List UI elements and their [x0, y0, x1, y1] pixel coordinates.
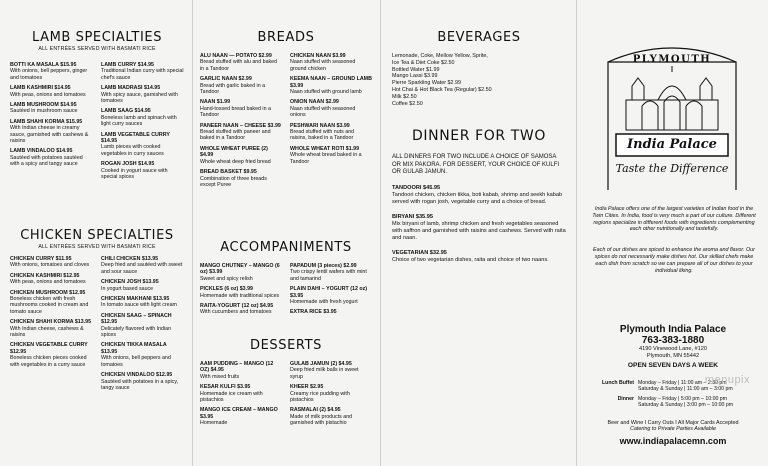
menu-item-name: CHICKEN VEGETABLE CURRY $12.95	[10, 342, 88, 355]
menu-item-name: ALU NAAN — POTATO $2.99	[200, 53, 272, 59]
address-line-1: 4190 Vinewood Lane, #120	[638, 346, 707, 352]
dinner-item-description: Choice of two vegetarian dishes, raita and choice of two naans.	[392, 256, 549, 263]
menu-item-description: With cucumbers and tomatoes	[200, 309, 272, 316]
menu-item-name: CHICKEN SHAHI KORMA $13.95	[10, 319, 92, 326]
menu-item-name: CHICKEN TIKKA MASALA $13.95	[101, 342, 167, 355]
menu-item-description: Made of milk products and garnished with pistachio	[290, 413, 353, 427]
phone-number[interactable]: 763-383-1880	[641, 335, 705, 346]
menu-item	[200, 169, 282, 188]
logo-arch-text: PLYMOUTH	[632, 54, 712, 65]
menu-item-description: Combination of three breads except Puree	[200, 175, 267, 188]
menu-item-name: MANGO ICE CREAM – MANGO $3.95	[200, 407, 278, 420]
menu-item	[101, 132, 184, 158]
menu-item	[290, 361, 372, 380]
menu-item-name: KHEER $2.95	[290, 384, 324, 391]
beverage-line: Pierre Sparkling Water $2.99	[392, 80, 462, 87]
dinner-item-name: VEGETARIAN $32.95	[392, 249, 447, 256]
menu-item-description: Naan stuffed with seasoned ground chicken	[290, 59, 356, 72]
menu-item-name: BREAD BASKET $9.95	[200, 169, 257, 176]
menu-item-description: In yogurt based sauce	[101, 285, 154, 292]
menu-item-description: Lamb pieces with cooked vegetables in curry sauces	[101, 144, 164, 157]
menu-item	[101, 85, 184, 104]
dinner-item-name: BIRYANI $35.95	[392, 213, 433, 220]
menu-item-description: Deep fried and sautéed with sweet and sour sauce	[101, 262, 183, 275]
menu-item	[200, 123, 282, 142]
menu-item-description: Homemade with fresh yogurt	[290, 299, 358, 306]
menu-item-description: Homemade with traditional spices	[200, 292, 280, 299]
menu-item-description: Bread stuffed with paneer and baked in a Tandoor	[200, 129, 271, 142]
menu-item	[10, 119, 93, 145]
desserts-title: DESSERTS	[249, 338, 323, 353]
panel-beverages-dinner	[380, 0, 576, 466]
menu-item	[101, 279, 184, 292]
about-text: India Palace offers one of the largest varieties of Indian food in the Twin Cities. In India, food is very much a part of our culture. Different regions specialize in different foods with ingredients complementing each other nutritionally and tastefully.	[592, 206, 756, 233]
menu-item	[10, 256, 93, 269]
menu-item-description: Homemade ice cream with pistachios	[200, 390, 263, 404]
menu-item-name: WHOLE WHEAT PUREE (2) $4.99	[200, 145, 268, 159]
panel-brand	[576, 0, 768, 466]
menu-item-name: BOTTI KA MASALA $15.95	[10, 62, 77, 68]
accompaniments-left-column	[200, 263, 282, 320]
menu-item-description: Sautéed with potatoes in a spicy, tangy sauce	[101, 378, 179, 391]
dinner-item	[392, 214, 566, 242]
accompaniments-title: ACCOMPANIMENTS	[220, 240, 352, 255]
menu-item	[290, 407, 372, 426]
menu-item-description: Sweet and spicy relish	[200, 275, 253, 282]
menu-item-name: RASMALAI (2) $4.95	[290, 407, 341, 414]
menu-item-name: LAMB CURRY $14.95	[101, 62, 154, 68]
menu-item	[290, 99, 372, 118]
footer-services: Beer and Wine I Carry Outs I All Major Cards Accepted	[607, 420, 739, 426]
dinner-item	[392, 250, 566, 264]
lamb-title: LAMB SPECIALTIES	[31, 30, 163, 45]
menu-item	[200, 407, 282, 426]
menu-item-name: CHICKEN CURRY $11.95	[10, 256, 72, 262]
menu-item	[10, 102, 93, 115]
menu-item-name: ROGAN JOSH $14.95	[101, 161, 155, 168]
menu-item-description: With mixed fruits	[200, 373, 240, 380]
footer-catering: Catering to Private Parties Available	[630, 426, 716, 432]
spice-text: Each of our dishes are spiced to enhance the aroma and flavor. Our spices do not necessarily make dishes hot. Our skilled chefs make each dish from scratch so we can prepare all of our dishes to your individual liking.	[593, 247, 755, 274]
menu-item-description: Whole wheat bread baked in a Tandoor	[290, 152, 362, 165]
menu-item	[10, 319, 93, 338]
menu-item-name: CHICKEN MAKHANI $13.95	[101, 296, 170, 303]
beverage-line: Lemonade, Coke, Mellow Yellow, Sprite,	[392, 53, 488, 59]
beverage-line: Ice Tea & Diet Coke $2.50	[392, 59, 455, 66]
logo	[602, 42, 742, 192]
chicken-subtitle: ALL ENTRÉES SERVED WITH BASMATI RICE	[38, 244, 156, 250]
restaurant-name: Plymouth India Palace	[619, 324, 727, 335]
menu-item-description: Bread stuffed with alu and baked in a Tandoor	[200, 59, 278, 72]
menu-item-name: RAITA-YOGURT (12 oz) $4.95	[200, 303, 274, 310]
menu-item-name: PLAIN DAHI – YOGURT (12 oz) $3.95	[290, 286, 368, 299]
lunch-hours-2: Saturday & Sunday | 11:00 am – 3:00 pm	[638, 386, 733, 393]
menu-item-name: LAMB KASHMIRI $14.95	[10, 85, 71, 92]
menu-item-name: NAAN $1.99	[200, 99, 231, 106]
lamb-right-column	[101, 62, 184, 185]
logo-name: India Palace	[627, 137, 717, 152]
panel-specialties	[0, 0, 192, 466]
menu-item	[290, 309, 372, 315]
menu-item-name: PANEER NAAN – CHEESE $3.99	[200, 122, 281, 129]
accompaniments-right-column	[290, 263, 372, 320]
menu-item-description: Cooked in yogurt sauce with special spices	[101, 167, 168, 181]
dinner-item-description: Tandoori chicken, chicken tikka, boti kabab, shrimp and seekh kabab served with rogan josh, vegetable curry and a choice of bread.	[392, 191, 563, 205]
menu-item	[101, 256, 184, 275]
menu-item-name: KESAR KULFI $3.95	[200, 384, 251, 391]
open-days: OPEN SEVEN DAYS A WEEK	[627, 362, 719, 369]
menu-item-description: Creamy rice pudding with pistachios	[290, 390, 350, 404]
menu-item-name: LAMB VEGETABLE CURRY $14.95	[101, 131, 170, 145]
menu-item-description: Hand-tossed bread baked in a Tandoor	[200, 105, 271, 119]
menu-item-description: With Indian cheese in creamy sauce, garnished with cashews & raisins	[10, 125, 89, 145]
menu-item	[290, 76, 372, 95]
menu-item	[101, 313, 184, 339]
beverage-line: Mango Lassi $3.99	[392, 73, 438, 80]
menu-item	[200, 76, 282, 95]
menu-item-name: CHICKEN NAAN $3.99	[290, 53, 346, 59]
menu-item-name: PESHWARI NAAN $3.99	[290, 122, 350, 129]
menu-item	[290, 146, 372, 165]
menu-item-name: CHILI CHICKEN $13.95	[101, 256, 159, 262]
lamb-left-column	[10, 62, 93, 185]
dinner-hours-2: Saturday & Sunday | 3:00 pm – 10:00 pm	[638, 402, 734, 409]
dinner-item-name: TANDOORI $45.95	[392, 184, 441, 191]
watermark: menupix	[704, 374, 750, 386]
dinner-title: DINNER FOR TWO	[412, 128, 546, 144]
menu-item-description: With onions, tomatoes and cloves	[10, 262, 90, 269]
menu-item-name: WHOLE WHEAT ROTI $1.99	[290, 145, 360, 152]
menu-item-name: EXTRA RICE $3.95	[290, 309, 337, 316]
dinner-items	[392, 185, 566, 264]
menu-item	[10, 62, 93, 81]
menu-item-name: GULAB JAMUN (2) $4.95	[290, 361, 352, 367]
beverage-line: Hot Chai & Hot Black Tea (Regular) $2.50	[392, 86, 492, 93]
menu-item-name: AAM PUDDING – MANGO (12 OZ) $4.95	[200, 361, 274, 374]
menu-item-name: LAMB SAAG $14.95	[101, 108, 151, 115]
menu-item	[200, 99, 282, 118]
breads-right-column	[290, 53, 372, 192]
menu-item-description: Deep fried milk balls in sweet syrup	[290, 367, 359, 380]
lamb-subtitle: ALL ENTRÉES SERVED WITH BASMATI RICE	[38, 46, 156, 52]
menu-item	[10, 85, 93, 98]
menu-item-name: CHICKEN KASHMIRI $12.95	[10, 272, 80, 279]
logo-tagline: Taste the Difference	[615, 162, 729, 175]
dinner-hours-1: Monday – Friday | 5:00 pm – 10:00 pm	[638, 395, 728, 402]
menu-item-description: With peas, onions and tomatoes	[10, 91, 86, 98]
panel-breads	[192, 0, 380, 466]
menu-item-description: With Indian cheese, cashews & raisins	[10, 325, 84, 339]
menu-item	[200, 361, 282, 380]
menu-item-description: Boneless lamb and spinach with light curry sauces	[101, 114, 177, 128]
menu-item-name: LAMB MUSHROOM $14.95	[10, 102, 77, 109]
dinner-item	[392, 185, 566, 206]
menu-item	[101, 296, 184, 309]
menu-item-description: With peas, onions and tomatoes	[10, 279, 86, 286]
menu-item-name: MANGO CHUTNEY – MANGO (6 oz) $3.99	[200, 263, 280, 276]
menu-item-description: Two crispy lentil wafers with mint and tamarind	[290, 269, 367, 282]
beverage-line: Milk $2.50	[392, 93, 417, 100]
menu-item-description: Naan stuffed with ground lamb	[290, 89, 362, 96]
menu-item	[290, 123, 372, 142]
menu-item	[101, 372, 184, 391]
menu-item-name: LAMB MADRASI $14.95	[101, 85, 161, 92]
address-line-2: Plymouth, MN 55442	[646, 353, 700, 359]
menu-item-description: With spicy sauce, garnished with tomatoes	[101, 91, 178, 105]
beverage-line: Coffee $2.50	[392, 100, 423, 107]
menu-item	[290, 384, 372, 403]
menu-item-description: Traditional Indian curry with special chef's sauce	[101, 68, 184, 81]
menu-item-description: Delicately flavored with Indian spices	[101, 325, 172, 339]
menu-item	[290, 53, 372, 72]
menu-item	[200, 303, 282, 316]
menu-item-description: Naan stuffed with seasoned onions	[290, 105, 356, 119]
desserts-left-column	[200, 361, 282, 431]
menu-item-name: CHICKEN JOSH $13.95	[101, 279, 159, 286]
menu-item	[200, 146, 282, 165]
menu-item-description: Boneless chicken pieces cooked with vegetables in a curry sauce	[10, 355, 87, 368]
chicken-right-column	[101, 256, 184, 395]
menu-item	[101, 342, 184, 368]
menu-item	[290, 263, 372, 282]
menu-item	[10, 148, 93, 167]
beverages-title: BEVERAGES	[437, 30, 521, 45]
menu-item-name: PICKLES (6 oz) $3.99	[200, 286, 253, 293]
menu-item-description: Bread with garlic baked in a Tandoor	[200, 82, 266, 96]
menu-item-description: With onions, bell peppers and tomatoes	[101, 355, 171, 368]
menu-item-description: Bread stuffed with nuts and raisins, baked in a Tandoor	[290, 129, 355, 142]
menu-item	[200, 286, 282, 299]
lunch-label: Lunch Buffet	[602, 380, 634, 386]
menu-item	[200, 53, 282, 72]
menu-item-name: PAPADUM (3 pieces) $2.99	[290, 263, 357, 269]
menu-item-name: KEEMA NAAN – GROUND LAMB $3.99	[290, 76, 372, 89]
menu-item	[101, 62, 184, 81]
menu-item	[290, 286, 372, 305]
website-link[interactable]: www.indiapalacemn.com	[619, 436, 727, 446]
chicken-left-column	[10, 256, 93, 395]
menu-item-description: Sautéed in mushroom sauce	[10, 108, 78, 115]
beverages-list	[392, 53, 566, 107]
menu-item-description: Whole wheat deep fried bread	[200, 158, 271, 165]
menu-item-name: GARLIC NAAN $2.99	[200, 76, 252, 83]
menu-item-description: Homemade	[200, 420, 228, 427]
breads-title: BREADS	[257, 30, 315, 45]
menu-item-name: ONION NAAN $2.99	[290, 99, 339, 106]
dinner-intro: ALL DINNERS FOR TWO INCLUDE A CHOICE OF SAMOSA OR MIX PAKORA. FOR DESSERT, YOUR CHOICE OF KULFI OR GULAB JAMUN.	[392, 154, 560, 176]
menu-item	[101, 108, 184, 127]
menu-item-name: LAMB SHAHI KORMA $15.95	[10, 118, 83, 125]
menu-item	[200, 263, 282, 282]
menu-item-name: LAMB VINDALOO $14.95	[10, 148, 73, 155]
lunch-hours-1: Monday – Friday | 11:00 am – 2:30 pm	[638, 380, 727, 386]
menu-item	[10, 342, 93, 368]
beverage-line: Bottled Water $1.99	[392, 66, 440, 73]
breads-left-column	[200, 53, 282, 192]
desserts-right-column	[290, 361, 372, 431]
chicken-title: CHICKEN SPECIALTIES	[20, 228, 174, 243]
menu-item-description: In tomato sauce with light cream	[101, 302, 177, 309]
menu-item	[10, 273, 93, 286]
menu-item-description: With onions, bell peppers, ginger and tomatoes	[10, 68, 88, 81]
menu-item	[101, 161, 184, 180]
menu-item	[10, 290, 93, 316]
menu-item	[200, 384, 282, 403]
menu-item-description: Boneless chicken with fresh mushrooms cooked in cream and tomato sauce	[10, 296, 89, 315]
dinner-label: Dinner	[617, 395, 634, 402]
menu-item-name: CHICKEN MUSHROOM $12.95	[10, 289, 86, 296]
menu-item-name: CHICKEN SAAG – SPINACH $12.95	[101, 312, 172, 326]
menu-item-name: CHICKEN VINDALOO $12.95	[101, 372, 173, 379]
dinner-item-description: Mix biryani of lamb, shrimp chicken and fresh vegetables seasoned with saffron and garnished with raisins and cashews. Served with raita and naan.	[392, 220, 566, 241]
menu-item-description: Sautéed with potatoes sautéed with a spicy and tangy sauce	[10, 154, 83, 168]
